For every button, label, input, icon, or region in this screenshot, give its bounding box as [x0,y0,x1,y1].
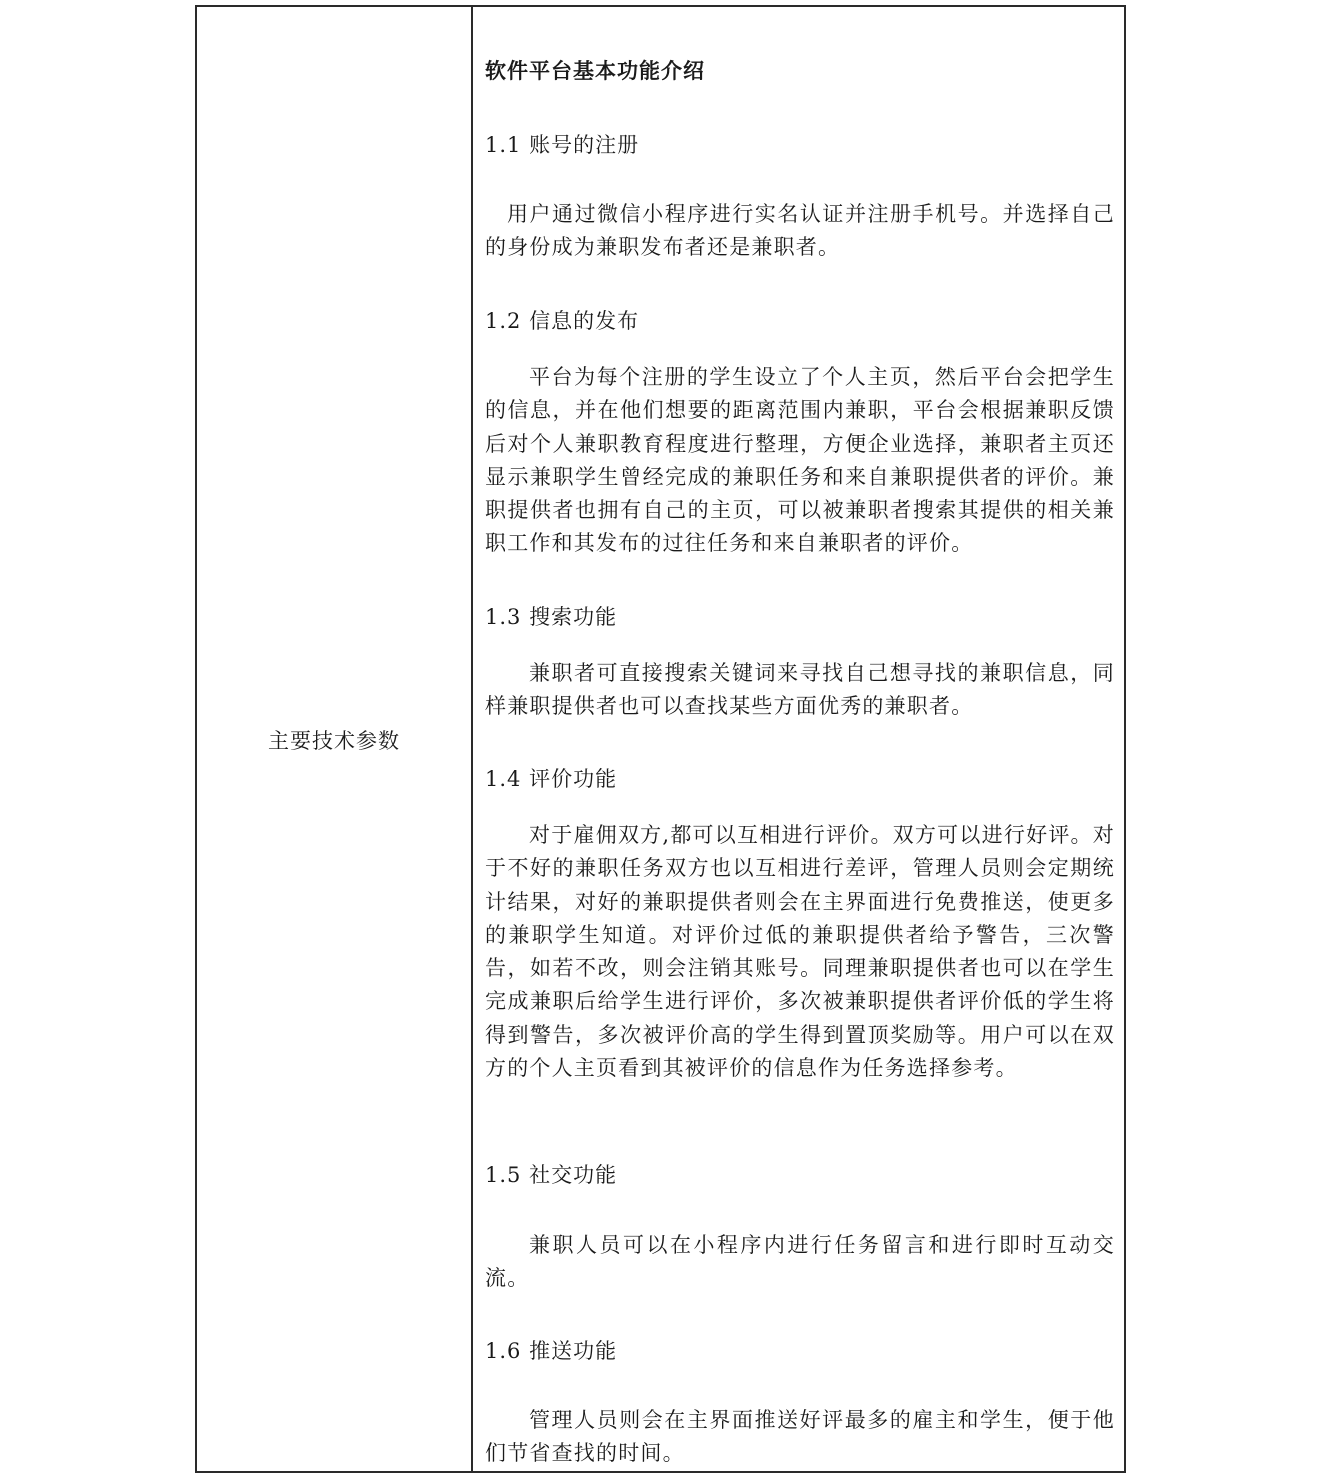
section-title-1-4: 1.4 评价功能 [485,767,618,791]
section-paragraph-1-3: 兼职者可直接搜索关键词来寻找自己想寻找的兼职信息，同样兼职提供者也可以查找某些方面优秀的兼职者。 [485,661,1115,719]
column-divider [471,7,473,1471]
section-paragraph-1-4: 对于雇佣双方,都可以互相进行评价。双方可以进行好评。对于不好的兼职任务双方也以互相进行差评，管理人员则会定期统计结果，对好的兼职提供者则会在主界面进行免费推送，使更多的兼职学生知道。对评价过低的兼职提供者给予警告，三次警告，如若不改，则会注销其账号。同理兼职提供者也可以在学生完成兼职后给学生进行评价，多次被兼职提供者评价低的学生将得到警告，多次被评价高的学生得到置顶奖励等。用户可以在双方的个人主页看到其被评价的信息作为任务选择参考。 [485,823,1115,1081]
row-label: 主要技术参数 [268,729,400,753]
content-heading: 软件平台基本功能介绍 [485,59,705,83]
document-table [195,5,1126,1473]
section-paragraph-1-2: 平台为每个注册的学生设立了个人主页，然后平台会把学生的信息，并在他们想要的距离范围内兼职，平台会根据兼职反馈后对个人兼职教育程度进行整理，方便企业选择，兼职者主页还显示兼职学生曾经完成的兼职任务和来自兼职提供者的评价。兼职提供者也拥有自己的主页，可以被兼职者搜索其提供的相关兼职工作和其发布的过往任务和来自兼职者的评价。 [485,365,1115,556]
section-paragraph-1-1: 用户通过微信小程序进行实名认证并注册手机号。并选择自己的身份成为兼职发布者还是兼职者。 [485,202,1115,260]
section-title-1-5: 1.5 社交功能 [485,1163,618,1187]
section-paragraph-1-5: 兼职人员可以在小程序内进行任务留言和进行即时互动交流。 [485,1233,1115,1291]
section-title-1-3: 1.3 搜索功能 [485,605,618,629]
content-cell [485,7,1115,1471]
section-paragraph-1-6: 管理人员则会在主界面推送好评最多的雇主和学生，便于他们节省查找的时间。 [485,1408,1115,1466]
label-cell [197,7,471,1471]
section-title-1-6: 1.6 推送功能 [485,1339,618,1363]
section-title-1-2: 1.2 信息的发布 [485,309,640,333]
section-title-1-1: 1.1 账号的注册 [485,133,640,157]
